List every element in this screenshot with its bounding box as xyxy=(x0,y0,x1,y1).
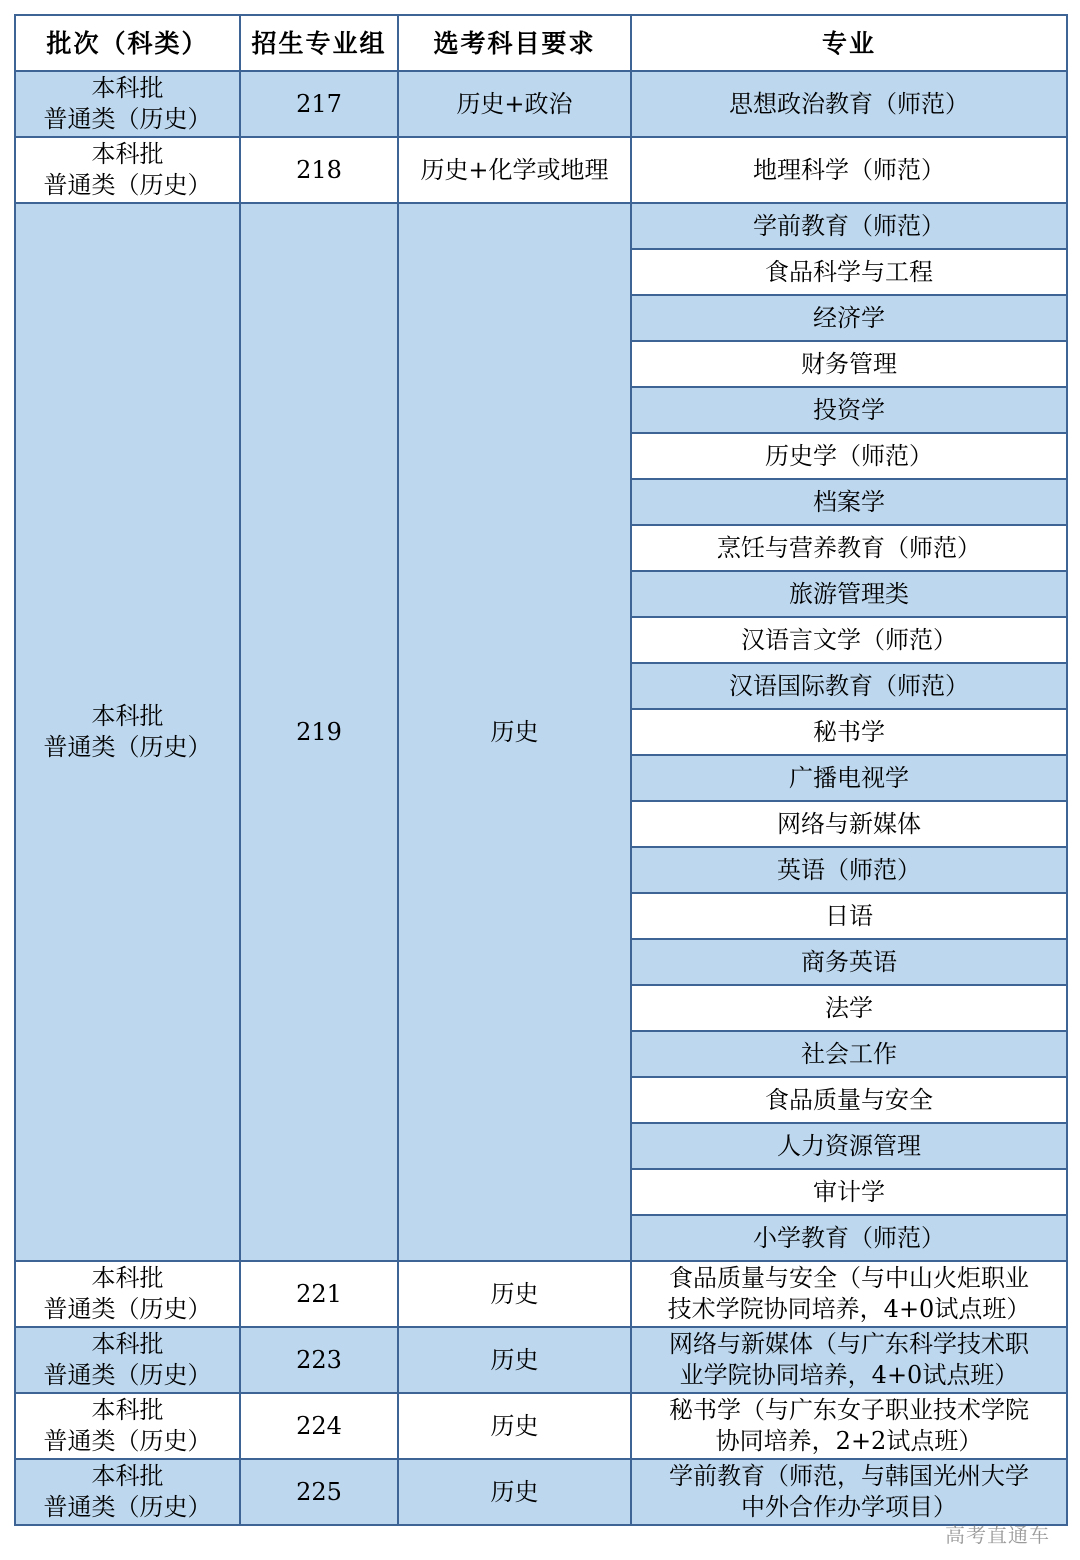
major-cell: 社会工作 xyxy=(631,1031,1067,1077)
major-line: 学前教育（师范，与韩国光州大学 xyxy=(669,1462,1029,1490)
major-cell: 广播电视学 xyxy=(631,755,1067,801)
table-row xyxy=(15,203,1067,249)
batch-category: 普通类（历史） xyxy=(43,1427,212,1455)
batch-category: 普通类（历史） xyxy=(43,1295,212,1323)
batch-category: 普通类（历史） xyxy=(43,733,212,761)
major-cell xyxy=(631,1261,1067,1327)
major-cell: 网络与新媒体 xyxy=(631,801,1067,847)
subjects-cell: 历史 xyxy=(398,1459,631,1525)
major-cell: 地理科学（师范） xyxy=(631,137,1067,203)
major-cell: 人力资源管理 xyxy=(631,1123,1067,1169)
subjects-cell: 历史+政治 xyxy=(398,71,631,137)
watermark: 高考直通车 xyxy=(945,1523,1050,1547)
major-cell: 思想政治教育（师范） xyxy=(631,71,1067,137)
batch-line: 本科批 xyxy=(91,74,164,102)
header-group: 招生专业组 xyxy=(240,15,398,71)
subjects-cell: 历史 xyxy=(398,1261,631,1327)
major-cell: 商务英语 xyxy=(631,939,1067,985)
batch-line: 本科批 xyxy=(91,1462,164,1490)
group-cell: 218 xyxy=(240,137,398,203)
subjects-cell: 历史 xyxy=(398,203,631,1261)
subjects-cell: 历史+化学或地理 xyxy=(398,137,631,203)
major-cell: 财务管理 xyxy=(631,341,1067,387)
batch-line: 本科批 xyxy=(91,702,164,730)
batch-line: 本科批 xyxy=(91,1264,164,1292)
batch-cell xyxy=(15,203,240,1261)
major-cell: 食品科学与工程 xyxy=(631,249,1067,295)
batch-category: 普通类（历史） xyxy=(43,1493,212,1521)
major-cell xyxy=(631,1393,1067,1459)
group-cell: 221 xyxy=(240,1261,398,1327)
group-cell: 223 xyxy=(240,1327,398,1393)
batch-cell xyxy=(15,137,240,203)
table-row xyxy=(15,1393,1067,1459)
group-cell: 217 xyxy=(240,71,398,137)
batch-cell xyxy=(15,1393,240,1459)
major-line: 中外合作办学项目） xyxy=(741,1493,957,1521)
major-cell: 旅游管理类 xyxy=(631,571,1067,617)
batch-line: 本科批 xyxy=(91,1396,164,1424)
major-cell: 法学 xyxy=(631,985,1067,1031)
batch-category: 普通类（历史） xyxy=(43,171,212,199)
major-cell: 审计学 xyxy=(631,1169,1067,1215)
table-row xyxy=(15,1459,1067,1525)
major-cell xyxy=(631,1459,1067,1525)
batch-line: 本科批 xyxy=(91,1330,164,1358)
major-cell: 汉语言文学（师范） xyxy=(631,617,1067,663)
table-row xyxy=(15,1261,1067,1327)
major-line: 技术学院协同培养，4+0试点班） xyxy=(667,1295,1031,1323)
admissions-table xyxy=(14,14,1068,1526)
major-cell: 小学教育（师范） xyxy=(631,1215,1067,1261)
batch-cell xyxy=(15,1261,240,1327)
subjects-cell: 历史 xyxy=(398,1393,631,1459)
major-cell: 烹饪与营养教育（师范） xyxy=(631,525,1067,571)
major-cell: 档案学 xyxy=(631,479,1067,525)
batch-line: 本科批 xyxy=(91,140,164,168)
major-cell xyxy=(631,1327,1067,1393)
major-cell: 英语（师范） xyxy=(631,847,1067,893)
major-cell: 日语 xyxy=(631,893,1067,939)
batch-category: 普通类（历史） xyxy=(43,1361,212,1389)
major-line: 协同培养，2+2试点班） xyxy=(715,1427,983,1455)
table-row xyxy=(15,1327,1067,1393)
header-row xyxy=(15,15,1067,71)
header-major: 专业 xyxy=(631,15,1067,71)
batch-cell xyxy=(15,1459,240,1525)
major-cell: 秘书学 xyxy=(631,709,1067,755)
major-line: 网络与新媒体（与广东科学技术职 xyxy=(669,1330,1029,1358)
major-cell: 学前教育（师范） xyxy=(631,203,1067,249)
table-row xyxy=(15,71,1067,137)
header-subjects: 选考科目要求 xyxy=(398,15,631,71)
major-cell: 历史学（师范） xyxy=(631,433,1067,479)
subjects-cell: 历史 xyxy=(398,1327,631,1393)
major-line: 秘书学（与广东女子职业技术学院 xyxy=(669,1396,1029,1424)
major-cell: 汉语国际教育（师范） xyxy=(631,663,1067,709)
batch-cell xyxy=(15,1327,240,1393)
group-cell: 219 xyxy=(240,203,398,1261)
major-cell: 投资学 xyxy=(631,387,1067,433)
batch-cell xyxy=(15,71,240,137)
group-cell: 224 xyxy=(240,1393,398,1459)
header-batch: 批次（科类） xyxy=(15,15,240,71)
major-cell: 经济学 xyxy=(631,295,1067,341)
major-cell: 食品质量与安全 xyxy=(631,1077,1067,1123)
major-line: 业学院协同培养，4+0试点班） xyxy=(679,1361,1019,1389)
group-cell: 225 xyxy=(240,1459,398,1525)
batch-category: 普通类（历史） xyxy=(43,105,212,133)
table-row xyxy=(15,137,1067,203)
major-line: 食品质量与安全（与中山火炬职业 xyxy=(669,1264,1029,1292)
